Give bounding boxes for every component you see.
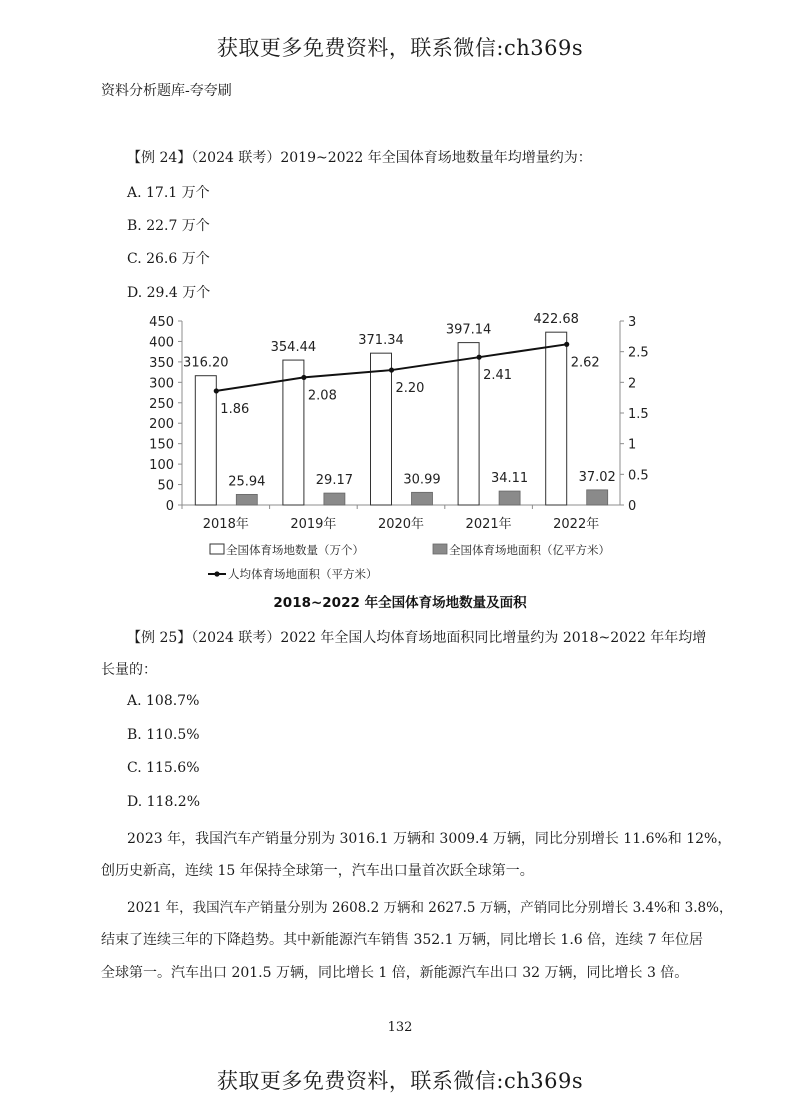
label-venue-area: 29.17 xyxy=(315,473,354,489)
paragraph-2023-line1: 2023 年，我国汽车产销量分别为 3016.1 万辆和 3009.4 万辆，同比分别增长 11.6%和 12%， xyxy=(127,831,732,847)
y-left-tick-label: 300 xyxy=(149,376,174,392)
label-per-capita-area: 2.08 xyxy=(307,388,337,404)
label-venue-area: 34.11 xyxy=(490,471,529,487)
bar-venue-area xyxy=(587,490,608,505)
legend-label-per-capita-area: 人均体育场地面积（平方米） xyxy=(228,567,378,581)
bar-venue-count xyxy=(283,360,304,505)
bar-venue-area xyxy=(412,492,433,505)
point-per-capita-area xyxy=(301,375,306,380)
label-venue-area: 30.99 xyxy=(403,472,441,488)
y-left-tick-label: 250 xyxy=(149,396,174,412)
legend-label-venue-area: 全国体育场地面积（亿平方米） xyxy=(449,543,610,557)
bar-venue-area xyxy=(499,491,520,505)
watermark-top: 获取更多免费资料，联系微信:ch369s xyxy=(216,36,584,60)
question-25-option-b: B. 110.5% xyxy=(127,727,200,743)
breadcrumb: 资料分析题库-夸夸刷 xyxy=(101,83,232,99)
y-right-tick-label: 1.5 xyxy=(628,407,649,422)
paragraph-2023-line2: 创历史新高，连续 15 年保持全球第一，汽车出口量首次跃全球第一。 xyxy=(101,863,534,879)
x-tick-label: 2021年 xyxy=(465,517,512,532)
y-right-tick-label: 0.5 xyxy=(628,468,649,484)
point-per-capita-area xyxy=(389,367,394,372)
x-tick-label: 2019年 xyxy=(290,517,337,532)
legend-label-venue-count: 全国体育场地数量（万个） xyxy=(226,543,364,557)
bar-venue-count xyxy=(546,332,567,505)
label-per-capita-area: 2.62 xyxy=(570,355,600,371)
watermark-bottom: 获取更多免费资料，联系微信:ch369s xyxy=(216,1069,584,1093)
point-per-capita-area xyxy=(477,355,482,360)
paragraph-2021-line1: 2021 年，我国汽车产销量分别为 2608.2 万辆和 2627.5 万辆，产销同比分别增长 3.4%和 3.8%， xyxy=(127,900,733,916)
y-left-tick-label: 350 xyxy=(149,355,174,371)
bar-venue-count xyxy=(195,376,216,505)
y-right-tick-label: 3 xyxy=(628,315,637,330)
y-left-tick-label: 200 xyxy=(149,417,174,433)
question-24-stem: 【例 24】（2024 联考）2019~2022 年全国体育场地数量年均增量约为： xyxy=(127,150,592,166)
question-25-stem-line1: 【例 25】（2024 联考）2022 年全国人均体育场地面积同比增量约为 2018~2022 年年均增 xyxy=(127,630,707,646)
page-number: 132 xyxy=(387,1020,413,1035)
bar-venue-count xyxy=(458,343,479,505)
y-right-tick-label: 2.5 xyxy=(628,345,649,361)
label-venue-area: 25.94 xyxy=(228,474,266,490)
y-left-tick-label: 450 xyxy=(149,315,174,330)
y-right-tick-label: 2 xyxy=(628,376,637,392)
y-left-tick-label: 150 xyxy=(149,437,174,453)
label-per-capita-area: 1.86 xyxy=(220,401,250,417)
y-left-tick-label: 50 xyxy=(157,478,174,494)
legend-swatch-venue-area xyxy=(433,544,447,554)
paragraph-2021-line3: 全球第一。汽车出口 201.5 万辆，同比增长 1 倍，新能源汽车出口 32 万辆，同比增长 3 倍。 xyxy=(101,965,689,981)
question-25-stem-line2: 长量的： xyxy=(101,662,157,678)
label-venue-count: 354.44 xyxy=(270,340,317,356)
label-venue-count: 397.14 xyxy=(445,322,492,338)
x-tick-label: 2018年 xyxy=(202,517,249,532)
label-venue-area: 37.02 xyxy=(578,469,616,485)
label-per-capita-area: 2.41 xyxy=(483,368,513,384)
point-per-capita-area xyxy=(214,388,219,393)
question-24-option-d: D. 29.4 万个 xyxy=(127,285,211,301)
label-per-capita-area: 2.20 xyxy=(395,381,425,397)
label-venue-count: 422.68 xyxy=(533,312,579,328)
question-24-option-b: B. 22.7 万个 xyxy=(127,218,210,234)
paragraph-2021-line2: 结束了连续三年的下降趋势。其中新能源汽车销售 352.1 万辆，同比增长 1.6 倍，连续 7 年位居 xyxy=(101,932,703,948)
legend-marker-per-capita-area xyxy=(214,571,219,576)
y-left-tick-label: 0 xyxy=(165,499,174,514)
question-24-option-c: C. 26.6 万个 xyxy=(127,251,210,267)
y-right-tick-label: 1 xyxy=(628,437,637,453)
label-venue-count: 371.34 xyxy=(358,333,404,349)
question-25-option-c: C. 115.6% xyxy=(127,760,200,776)
bar-venue-area xyxy=(324,493,345,505)
point-per-capita-area xyxy=(564,342,569,347)
y-left-tick-label: 100 xyxy=(149,458,174,474)
bar-venue-count xyxy=(371,353,392,505)
question-25-option-a: A. 108.7% xyxy=(127,693,200,709)
y-left-tick-label: 400 xyxy=(149,335,174,351)
question-24-option-a: A. 17.1 万个 xyxy=(127,185,210,201)
sports-venue-chart xyxy=(140,308,660,614)
x-tick-label: 2022年 xyxy=(553,517,600,532)
bar-venue-area xyxy=(236,494,257,505)
label-venue-count: 316.20 xyxy=(183,355,229,371)
chart-title: 2018~2022 年全国体育场地数量及面积 xyxy=(273,595,527,611)
y-right-tick-label: 0 xyxy=(628,499,637,514)
legend-swatch-venue-count xyxy=(210,544,224,554)
x-tick-label: 2020年 xyxy=(377,517,425,532)
question-25-option-d: D. 118.2% xyxy=(127,794,201,810)
